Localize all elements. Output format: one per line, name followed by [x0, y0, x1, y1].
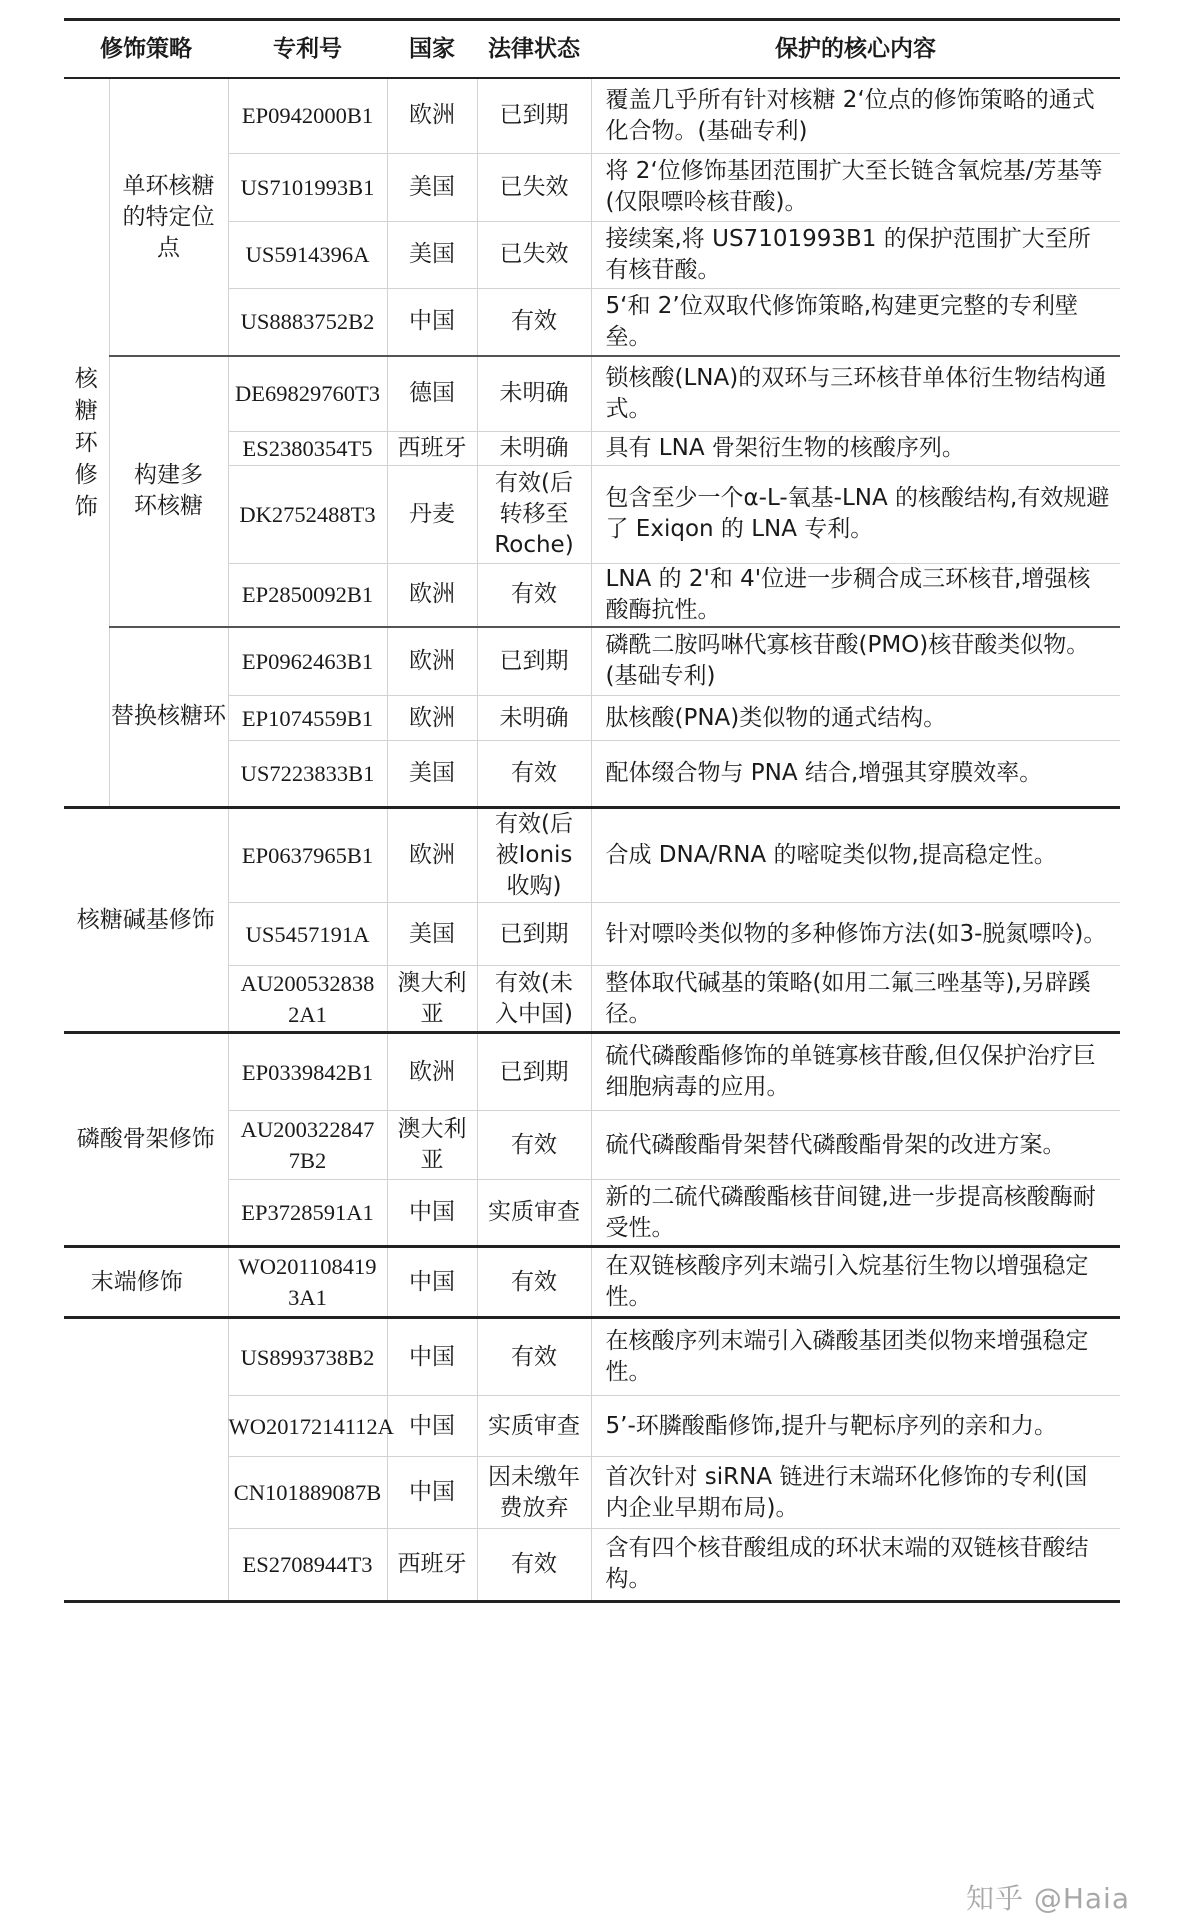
patent-number: AU2005328382A1	[228, 966, 387, 1033]
patent-number: ES2708944T3	[228, 1529, 387, 1600]
core-content: 合成 DNA/RNA 的嘧啶类似物,提高稳定性。	[591, 808, 1120, 903]
table-row	[64, 1033, 1120, 1111]
country: 中国	[387, 1457, 477, 1529]
subgroup-replace-ring: 替换核糖环	[109, 627, 228, 808]
subgroup-multi-ring: 构建多环核糖	[109, 356, 228, 627]
core-content: 配体缀合物与 PNA 结合,增强其穿膜效率。	[591, 741, 1120, 808]
legal-status: 已失效	[477, 221, 591, 288]
patent-table	[64, 18, 1120, 1600]
country: 欧洲	[387, 78, 477, 153]
legal-status: 有效	[477, 1318, 591, 1396]
core-content: 硫代磷酸酯修饰的单链寡核苷酸,但仅保护治疗巨细胞病毒的应用。	[591, 1033, 1120, 1111]
core-content: LNA 的 2'和 4'位进一步稠合成三环核苷,增强核酸酶抗性。	[591, 563, 1120, 627]
group-terminal-modification: 末端修饰	[64, 1247, 228, 1318]
patent-number: WO2017214112A	[228, 1396, 387, 1457]
patent-table-document	[64, 18, 1120, 1603]
country: 美国	[387, 153, 477, 221]
patent-number: WO2011084193A1	[228, 1247, 387, 1318]
core-content: 锁核酸(LNA)的双环与三环核苷单体衍生物结构通式。	[591, 356, 1120, 431]
group-sugar-cell	[64, 78, 109, 808]
patent-number: US7101993B1	[228, 153, 387, 221]
legal-status: 有效(后被Ionis 收购)	[477, 808, 591, 903]
country: 中国	[387, 288, 477, 356]
legal-status: 已到期	[477, 627, 591, 696]
core-content: 磷酰二胺吗啉代寡核苷酸(PMO)核苷酸类似物。(基础专利)	[591, 627, 1120, 696]
header-strategy: 修饰策略	[100, 35, 192, 62]
legal-status: 有效	[477, 1529, 591, 1600]
core-content: 接续案,将 US7101993B1 的保护范围扩大至所有核苷酸。	[591, 221, 1120, 288]
table-header-row	[64, 20, 1120, 79]
legal-status: 因未缴年费放弃	[477, 1457, 591, 1529]
table-row	[64, 1318, 1120, 1396]
country: 欧洲	[387, 696, 477, 741]
group-backbone-modification: 磷酸骨架修饰	[64, 1033, 228, 1247]
legal-status: 实质审查	[477, 1180, 591, 1247]
country: 欧洲	[387, 627, 477, 696]
group-sugar-label: 核糖环修饰	[74, 365, 98, 520]
country: 德国	[387, 356, 477, 431]
core-content: 含有四个核苷酸组成的环状末端的双链核苷酸结构。	[591, 1529, 1120, 1600]
legal-status: 有效	[477, 563, 591, 627]
legal-status: 有效	[477, 1247, 591, 1318]
table-row	[64, 808, 1120, 903]
core-content: 针对嘌呤类似物的多种修饰方法(如3-脱氮嘌呤)。	[591, 903, 1120, 966]
group-base-modification: 核糖碱基修饰	[64, 808, 228, 1033]
legal-status: 已到期	[477, 78, 591, 153]
patent-number: EP0942000B1	[228, 78, 387, 153]
table-bottom-rule	[64, 1600, 1120, 1603]
legal-status: 已到期	[477, 903, 591, 966]
country: 中国	[387, 1247, 477, 1318]
core-content: 5’-环膦酸酯修饰,提升与靶标序列的亲和力。	[591, 1396, 1120, 1457]
patent-number: EP1074559B1	[228, 696, 387, 741]
core-content: 新的二硫代磷酸酯核苷间键,进一步提高核酸酶耐受性。	[591, 1180, 1120, 1247]
country: 美国	[387, 903, 477, 966]
patent-number: EP0339842B1	[228, 1033, 387, 1111]
core-content: 具有 LNA 骨架衍生物的核酸序列。	[591, 431, 1120, 465]
patent-number: EP0637965B1	[228, 808, 387, 903]
patent-number: US5457191A	[228, 903, 387, 966]
core-content: 硫代磷酸酯骨架替代磷酸酯骨架的改进方案。	[591, 1111, 1120, 1180]
country: 西班牙	[387, 1529, 477, 1600]
watermark: 知乎 @Haia	[965, 1882, 1130, 1915]
patent-number: EP3728591A1	[228, 1180, 387, 1247]
legal-status: 已到期	[477, 1033, 591, 1111]
legal-status: 有效(未入中国)	[477, 966, 591, 1033]
table-body	[64, 78, 1120, 1600]
country: 欧洲	[387, 1033, 477, 1111]
core-content: 包含至少一个α-L-氧基-LNA 的核酸结构,有效规避了 Exiqon 的 LNA 专利。	[591, 465, 1120, 563]
legal-status: 有效(后转移至Roche)	[477, 465, 591, 563]
legal-status: 未明确	[477, 356, 591, 431]
patent-number: US8883752B2	[228, 288, 387, 356]
country: 澳大利亚	[387, 1111, 477, 1180]
country: 美国	[387, 221, 477, 288]
country: 欧洲	[387, 808, 477, 903]
core-content: 将 2‘位修饰基团范围扩大至长链含氧烷基/芳基等(仅限嘌呤核苷酸)。	[591, 153, 1120, 221]
header-patent-no: 专利号	[273, 35, 342, 62]
legal-status: 有效	[477, 741, 591, 808]
core-content: 肽核酸(PNA)类似物的通式结构。	[591, 696, 1120, 741]
legal-status: 未明确	[477, 431, 591, 465]
patent-number: US8993738B2	[228, 1318, 387, 1396]
table-row	[64, 356, 1120, 431]
patent-number: CN101889087B	[228, 1457, 387, 1529]
patent-number: AU2003228477B2	[228, 1111, 387, 1180]
core-content: 在双链核酸序列末端引入烷基衍生物以增强稳定性。	[591, 1247, 1120, 1318]
patent-number: DE69829760T3	[228, 356, 387, 431]
country: 丹麦	[387, 465, 477, 563]
core-content: 首次针对 siRNA 链进行末端环化修饰的专利(国内企业早期布局)。	[591, 1457, 1120, 1529]
table-row	[64, 1247, 1120, 1318]
core-content: 覆盖几乎所有针对核糖 2‘位点的修饰策略的通式化合物。(基础专利)	[591, 78, 1120, 153]
header-core-content: 保护的核心内容	[775, 35, 936, 62]
patent-number: EP0962463B1	[228, 627, 387, 696]
patent-number: EP2850092B1	[228, 563, 387, 627]
table-row	[64, 78, 1120, 153]
patent-number: ES2380354T5	[228, 431, 387, 465]
country: 欧洲	[387, 563, 477, 627]
legal-status: 有效	[477, 288, 591, 356]
country: 中国	[387, 1180, 477, 1247]
country: 西班牙	[387, 431, 477, 465]
legal-status: 实质审查	[477, 1396, 591, 1457]
header-country: 国家	[409, 35, 455, 62]
country: 澳大利亚	[387, 966, 477, 1033]
table-row	[64, 627, 1120, 696]
core-content: 在核酸序列末端引入磷酸基团类似物来增强稳定性。	[591, 1318, 1120, 1396]
country: 中国	[387, 1396, 477, 1457]
patent-number: US5914396A	[228, 221, 387, 288]
legal-status: 有效	[477, 1111, 591, 1180]
subgroup-single-ring: 单环核糖的特定位点	[109, 78, 228, 356]
patent-number: DK2752488T3	[228, 465, 387, 563]
core-content: 5‘和 2’位双取代修饰策略,构建更完整的专利壁垒。	[591, 288, 1120, 356]
legal-status: 未明确	[477, 696, 591, 741]
legal-status: 已失效	[477, 153, 591, 221]
core-content: 整体取代碱基的策略(如用二氟三唑基等),另辟蹊径。	[591, 966, 1120, 1033]
patent-number: US7223833B1	[228, 741, 387, 808]
header-legal-status: 法律状态	[488, 35, 580, 62]
group-terminal-continued	[64, 1318, 228, 1600]
country: 美国	[387, 741, 477, 808]
country: 中国	[387, 1318, 477, 1396]
